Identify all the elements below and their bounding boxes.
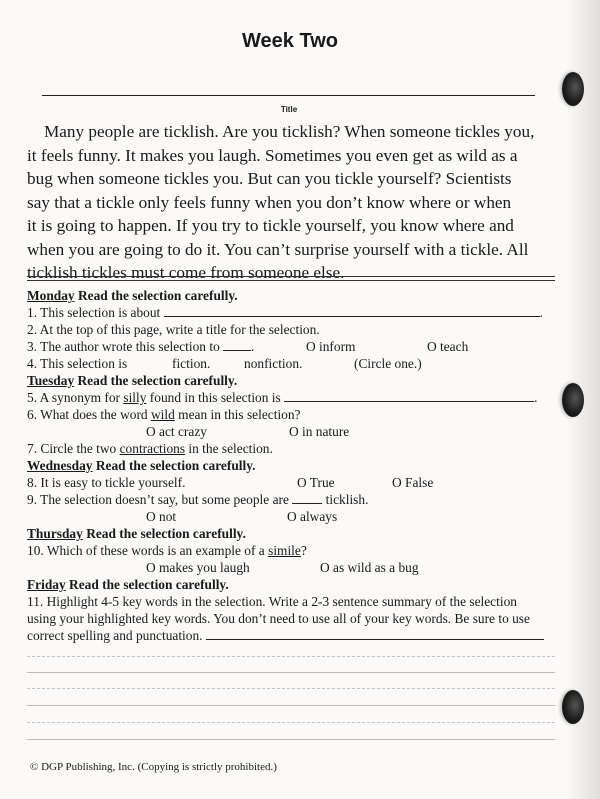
wednesday-heading bbox=[27, 458, 256, 474]
question-5: 5. A synonym for silly found in this selection is . bbox=[27, 390, 538, 405]
option-nonfiction[interactable]: nonfiction. bbox=[244, 356, 303, 371]
option-in-nature[interactable]: O in nature bbox=[289, 424, 350, 439]
instruction: Read the selection carefully. bbox=[77, 288, 238, 303]
question-3: 3. The author wrote this selection to . bbox=[27, 339, 255, 354]
option-act-crazy[interactable]: O act crazy bbox=[146, 424, 207, 439]
question-8: 8. It is easy to tickle yourself. bbox=[27, 475, 186, 490]
title-label: Title bbox=[280, 105, 298, 114]
question-text: found in this selection is bbox=[149, 390, 281, 405]
question-11-line bbox=[27, 628, 544, 644]
section-divider bbox=[27, 276, 555, 281]
question-1: 1. This selection is about . bbox=[27, 305, 543, 320]
writing-line[interactable] bbox=[27, 739, 555, 740]
question-text: 3. The author wrote this selection to bbox=[27, 339, 220, 354]
question-7 bbox=[27, 441, 273, 457]
page-title: Week Two bbox=[242, 30, 338, 52]
question-mark: ? bbox=[300, 543, 307, 558]
question-11-line: 11. Highlight 4-5 key words in the selection. Write a 2-3 sentence summary of the selection bbox=[27, 594, 517, 609]
answer-blank[interactable] bbox=[284, 401, 534, 402]
question-text: 10. Which of these words is an example of a bbox=[27, 543, 265, 558]
selection-line: Many people are ticklish. Are you ticklish? When someone tickles you, bbox=[44, 122, 535, 141]
question-text: 6. What does the word bbox=[27, 407, 148, 422]
option-not[interactable]: O not bbox=[146, 509, 177, 524]
day-label: Friday bbox=[27, 577, 66, 592]
tuesday-heading bbox=[27, 373, 237, 389]
option-false[interactable]: O False bbox=[392, 475, 434, 490]
writing-guide-line bbox=[27, 722, 555, 723]
option-true[interactable]: O True bbox=[297, 475, 335, 490]
selection-line: ticklish tickles must come from someone else. bbox=[27, 263, 345, 282]
question-text: 1. This selection is about bbox=[27, 305, 161, 320]
question-10 bbox=[27, 543, 307, 559]
friday-heading bbox=[27, 577, 229, 593]
day-label: Thursday bbox=[27, 526, 83, 541]
question-text: 9. The selection doesn’t say, but some people are bbox=[27, 492, 289, 507]
vocab-word: contractions bbox=[119, 441, 186, 456]
instruction: Read the selection carefully. bbox=[69, 577, 229, 592]
selection-line: say that a tickle only feels funny when you don’t know where or when bbox=[27, 192, 512, 212]
writing-guide-line bbox=[27, 688, 555, 689]
writing-line[interactable] bbox=[27, 672, 555, 673]
day-label: Wednesday bbox=[27, 458, 93, 473]
day-label: Monday bbox=[27, 288, 75, 303]
question-text: ticklish. bbox=[325, 492, 369, 507]
question-text: 7. Circle the two bbox=[27, 441, 117, 456]
option-teach[interactable]: O teach bbox=[427, 339, 469, 354]
day-label: Tuesday bbox=[27, 373, 75, 388]
monday-heading bbox=[27, 288, 238, 304]
thursday-heading bbox=[27, 526, 246, 542]
option-makes-you-laugh[interactable]: O makes you laugh bbox=[146, 560, 250, 575]
writing-line[interactable] bbox=[27, 705, 555, 706]
question-11-line: using your highlighted key words. You don’t need to use all of your key words. Be sure to use bbox=[27, 611, 530, 626]
vocab-word: simile bbox=[268, 543, 301, 558]
title-blank-line[interactable] bbox=[42, 95, 535, 96]
question-text: mean in this selection? bbox=[178, 407, 301, 422]
question-text: 5. A synonym for bbox=[27, 390, 120, 405]
question-2: 2. At the top of this page, write a title for the selection. bbox=[27, 322, 320, 337]
question-4: 4. This selection is bbox=[27, 356, 128, 371]
reading-selection bbox=[27, 120, 555, 285]
answer-blank[interactable] bbox=[292, 503, 322, 504]
answer-blank[interactable] bbox=[223, 350, 251, 351]
instruction: Read the selection carefully. bbox=[77, 373, 238, 388]
instruction: Read the selection carefully. bbox=[86, 526, 246, 541]
writing-guide-line bbox=[27, 656, 555, 657]
instruction: Read the selection carefully. bbox=[95, 458, 256, 473]
selection-line: it is going to happen. If you try to tickle yourself, you know where and bbox=[27, 216, 514, 235]
selection-line: bug when someone tickles you. But can you tickle yourself? Scientists bbox=[27, 169, 512, 188]
option-inform[interactable]: O inform bbox=[306, 339, 356, 354]
selection-line: it feels funny. It makes you laugh. Sometimes you even get as wild as a bbox=[27, 145, 518, 165]
copyright-footer: © DGP Publishing, Inc. (Copying is strictly prohibited.) bbox=[30, 761, 277, 773]
answer-blank[interactable] bbox=[164, 316, 540, 317]
vocab-word: wild bbox=[150, 407, 175, 422]
option-fiction[interactable]: fiction. bbox=[172, 356, 211, 371]
question-text: in the selection. bbox=[188, 441, 273, 456]
question-text: correct spelling and punctuation. bbox=[27, 628, 203, 643]
selection-line: when you are going to do it. You can’t surprise yourself with a tickle. All bbox=[27, 239, 529, 259]
vocab-word: silly bbox=[123, 390, 147, 405]
question-9 bbox=[27, 492, 368, 508]
question-6 bbox=[27, 407, 301, 423]
option-wild-as-bug[interactable]: O as wild as a bug bbox=[320, 560, 419, 575]
answer-blank[interactable] bbox=[206, 639, 544, 640]
binder-hole-top bbox=[562, 72, 584, 106]
option-always[interactable]: O always bbox=[287, 509, 338, 524]
binder-hole-middle bbox=[562, 383, 584, 417]
binder-hole-bottom bbox=[562, 690, 584, 724]
circle-instruction: (Circle one.) bbox=[354, 356, 422, 371]
